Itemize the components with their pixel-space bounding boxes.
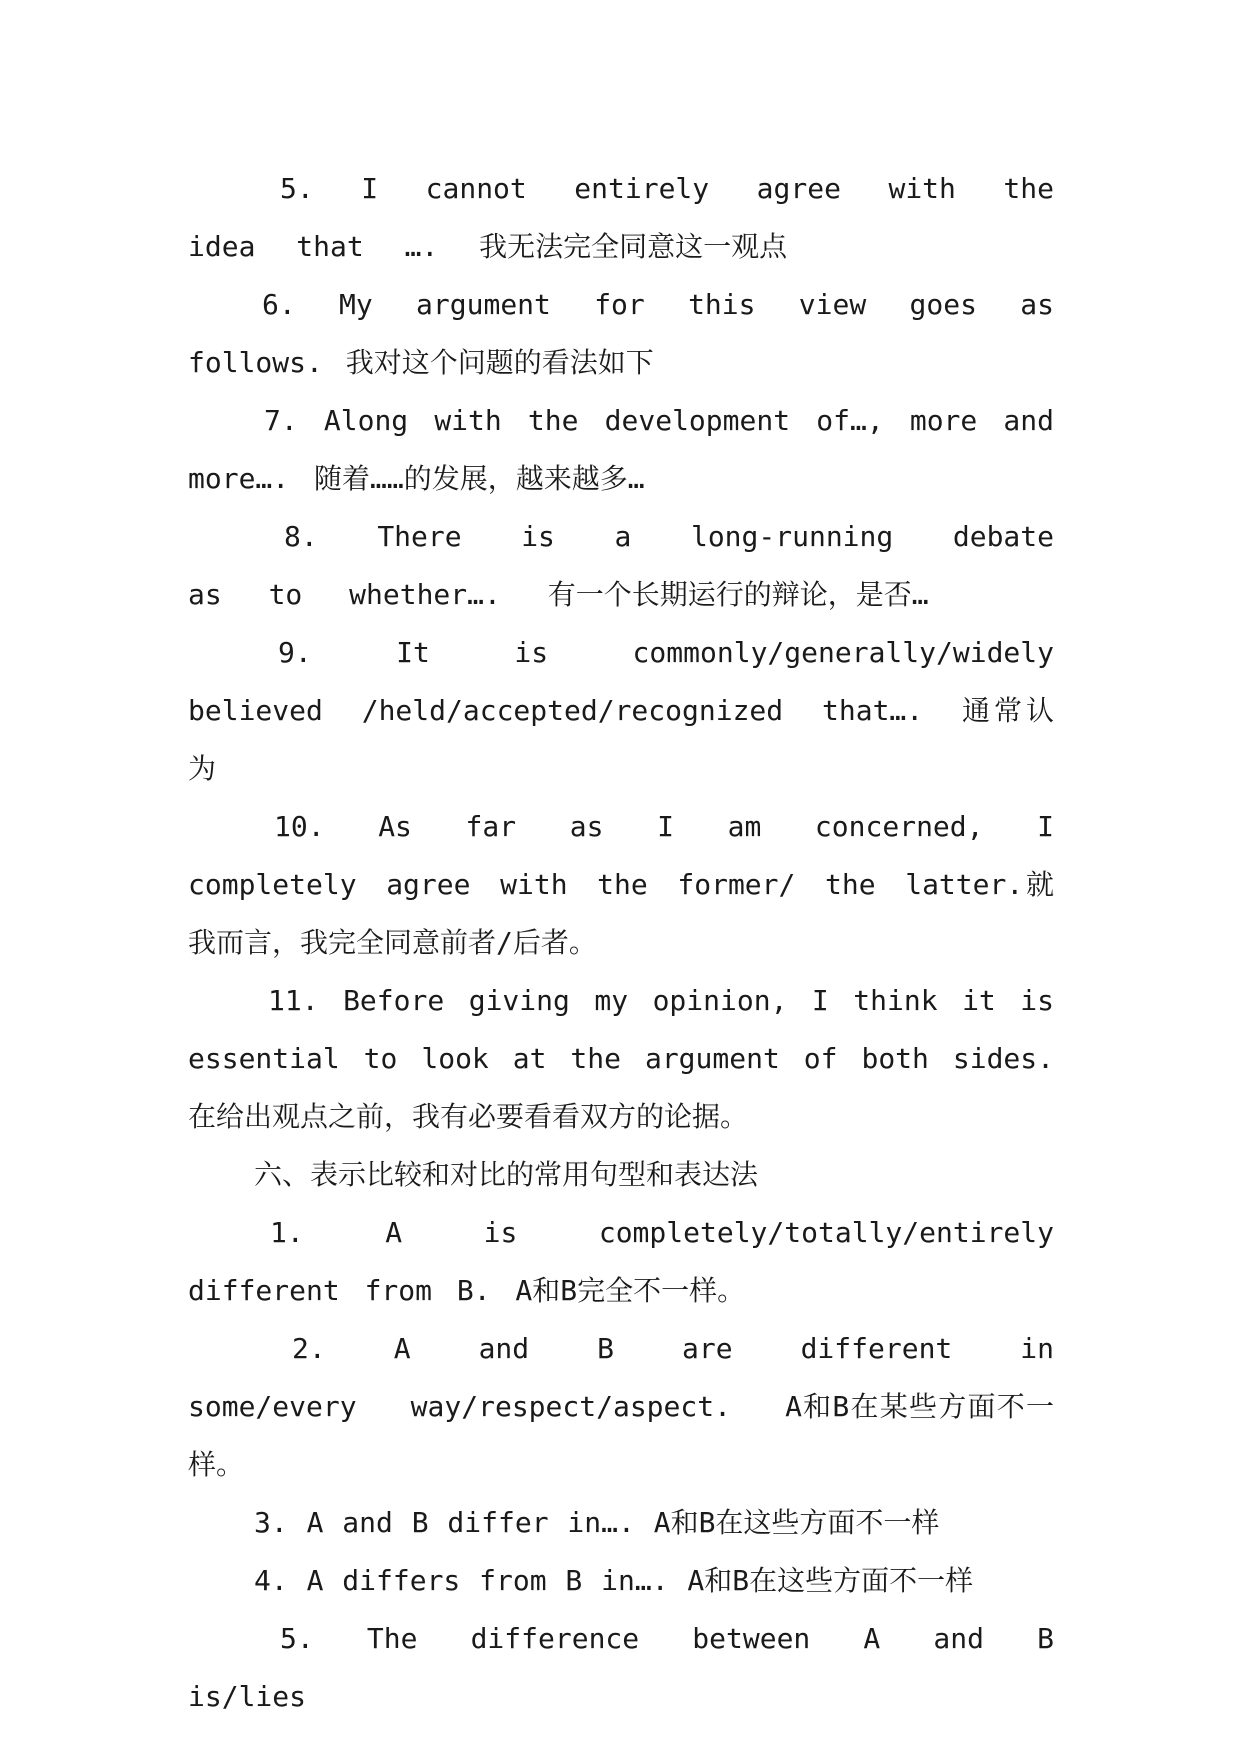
section-heading: 六、表示比较和对比的常用句型和表达法 xyxy=(254,1158,759,1191)
paragraph-item-8: 8. There is a long-running debate as to whether…. 有一个长期运行的辩论，是否… xyxy=(188,520,1054,611)
paragraph-item-10: 10. As far as I am concerned, I completely agree with the former/ the latter.就我而言，我完全同意前者/后者。 xyxy=(188,810,1054,959)
paragraph-item-5: 5. I cannot entirely agree with the idea that …. 我无法完全同意这一观点 xyxy=(188,172,1054,263)
comparison-item-4: 4. A differs from B in…. A和B在这些方面不一样 xyxy=(254,1564,974,1597)
paragraph-item-11: 11. Before giving my opinion, I think it is essential to look at the argument of both sides. 在给出观点之前，我有必要看看双方的论据。 xyxy=(188,984,1054,1133)
comparison-item-1: 1. A is completely/totally/entirely different from B. A和B完全不一样。 xyxy=(188,1216,1054,1307)
paragraph-item-7: 7. Along with the development of…, more and more…. 随着……的发展，越来越多… xyxy=(188,404,1054,495)
paragraph-item-9: 9. It is commonly/generally/widely believed /held/accepted/recognized that…. 通常认为 xyxy=(188,636,1054,785)
comparison-item-2: 2. A and B are different in some/every way/respect/aspect. A和B在某些方面不一样。 xyxy=(188,1332,1054,1481)
comparison-item-5: 5. The difference between A and B is/lies xyxy=(188,1622,1054,1713)
comparison-item-3: 3. A and B differ in…. A和B在这些方面不一样 xyxy=(254,1506,940,1539)
document-body xyxy=(188,160,1054,1726)
paragraph-item-6: 6. My argument for this view goes as follows. 我对这个问题的看法如下 xyxy=(188,288,1054,379)
